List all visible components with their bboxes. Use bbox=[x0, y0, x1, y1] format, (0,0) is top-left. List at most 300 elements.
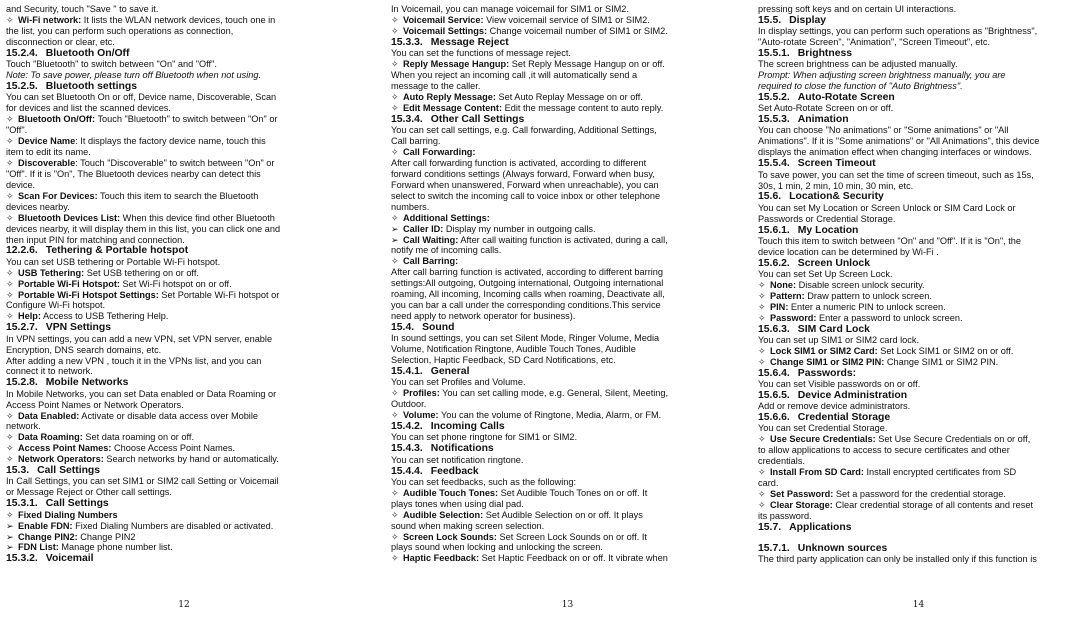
diamond-bullet-icon: ✧ bbox=[391, 25, 399, 36]
body-line bbox=[758, 511, 1079, 522]
body-line bbox=[391, 202, 744, 213]
body-line bbox=[6, 356, 362, 367]
diamond-bullet-icon: ✧ bbox=[6, 311, 14, 322]
item-label: Fixed Dialing Numbers bbox=[18, 509, 118, 520]
body-line bbox=[6, 366, 362, 377]
diamond-bullet-icon: ✧ bbox=[758, 467, 766, 478]
section-title: Location& Security bbox=[789, 191, 884, 203]
line-text: Disable screen unlock security. bbox=[796, 279, 925, 290]
section-heading bbox=[391, 37, 744, 48]
line-text: Enter a numeric PIN to unlock screen. bbox=[788, 301, 946, 312]
line-text: "Auto-rotate Screen", "Animation", "Screen Timeout", etc. bbox=[758, 37, 991, 48]
section-title: Message Reject bbox=[430, 36, 509, 48]
section-number: 15.7.1. bbox=[758, 543, 790, 554]
line-text: Add or remove device administrators. bbox=[758, 401, 911, 412]
item-label: Change PIN2: bbox=[18, 531, 78, 542]
line-text: After call barring function is activated, according to different barring bbox=[391, 267, 664, 278]
body-line bbox=[758, 103, 1079, 114]
line-text: Enter a password to unlock screen. bbox=[816, 312, 963, 323]
diamond-bullet-icon: ✧ bbox=[758, 345, 766, 356]
item-label: Portable Wi-Fi Hotspot Settings: bbox=[18, 289, 159, 300]
item-label: Bluetooth Devices List: bbox=[18, 212, 121, 223]
page-body bbox=[758, 4, 1079, 565]
item-label: Network Operators: bbox=[18, 454, 104, 465]
body-line bbox=[6, 26, 362, 37]
body-line bbox=[391, 432, 744, 443]
body-line bbox=[758, 445, 1079, 456]
item-label: Use Secure Credentials: bbox=[770, 434, 876, 445]
section-heading bbox=[6, 322, 362, 333]
page-number: 12 bbox=[178, 600, 190, 610]
diamond-bullet-icon: ✧ bbox=[391, 256, 399, 267]
section-heading bbox=[758, 48, 1079, 59]
line-text: plays tones when using dial pad. bbox=[391, 498, 524, 509]
section-number: 15.2.8. bbox=[6, 377, 38, 389]
section-title: Call Settings bbox=[37, 465, 101, 477]
body-line bbox=[6, 37, 362, 48]
line-text: You can set up SIM1 or SIM2 card lock. bbox=[758, 334, 920, 345]
line-text: View voicemail service of SIM1 or SIM2. bbox=[483, 14, 650, 25]
line-text: In VPN settings, you can add a new VPN, set VPN server, enable bbox=[6, 333, 273, 344]
note-line bbox=[758, 70, 1079, 81]
section-title: Credential Storage bbox=[797, 412, 891, 424]
manual-page-12 bbox=[0, 0, 368, 624]
body-line bbox=[758, 37, 1079, 48]
diamond-bullet-icon: ✧ bbox=[6, 278, 14, 289]
section-number: 15.6.4. bbox=[758, 367, 790, 379]
line-text: Configure Wi-Fi hotspot. bbox=[6, 300, 106, 311]
section-title: Passwords: bbox=[797, 367, 857, 379]
diamond-bullet-icon: ✧ bbox=[391, 146, 399, 157]
section-number: 15.5.3. bbox=[758, 114, 790, 126]
line-text: When this device find other Bluetooth bbox=[120, 212, 275, 223]
line-text: It lists the WLAN network devices, touch one in bbox=[81, 14, 276, 25]
line-text: To save power, you can set the time of screen timeout, such as 15s, bbox=[758, 169, 1034, 180]
item-label: Portable Wi-Fi Hotspot: bbox=[18, 278, 120, 289]
line-text: Fixed Dialing Numbers are disabled or activated. bbox=[72, 520, 274, 531]
line-text: Set Audible Selection on or off. It plays bbox=[483, 509, 643, 520]
section-number: 15.4. bbox=[391, 322, 415, 334]
item-label: Reply Message Hangup: bbox=[403, 59, 510, 70]
section-heading bbox=[758, 258, 1079, 269]
section-number: 15.6.3. bbox=[758, 323, 790, 335]
bullet-line bbox=[391, 235, 744, 246]
bullet-line bbox=[391, 213, 744, 224]
section-number: 15.5.4. bbox=[758, 158, 790, 170]
bullet-line bbox=[391, 488, 744, 499]
item-label: Pattern: bbox=[770, 290, 805, 301]
line-text: You can set feedbacks, such as the following: bbox=[391, 476, 577, 487]
line-text: After call waiting function is activated, during a call, bbox=[458, 234, 668, 245]
body-line bbox=[6, 169, 362, 180]
line-text: In Mobile Networks, you can set Data enabled or Data Roaming or bbox=[6, 388, 277, 399]
section-heading bbox=[391, 421, 744, 432]
bullet-line bbox=[391, 256, 744, 267]
page-number: 14 bbox=[912, 600, 925, 610]
line-text: network. bbox=[6, 421, 41, 432]
body-line bbox=[6, 400, 362, 411]
line-text: forward conditions settings (Always forward, Forward when busy, bbox=[391, 168, 655, 179]
diamond-bullet-icon: ✧ bbox=[758, 434, 766, 445]
body-line bbox=[6, 300, 362, 311]
body-line bbox=[6, 389, 362, 400]
section-heading bbox=[758, 191, 1079, 202]
body-line bbox=[391, 180, 744, 191]
line-text: Change voicemail number of SIM1 or SIM2. bbox=[487, 25, 668, 36]
line-text: Set Auto-Rotate Screen on or off. bbox=[758, 103, 894, 114]
line-text: select to switch the incoming call to voice inbox or other telephone bbox=[391, 190, 661, 201]
body-line bbox=[758, 170, 1079, 181]
line-text: Search networks by hand or automatically. bbox=[103, 454, 279, 465]
note-text: Note: To save power, please turn off Bluetooth when not using. bbox=[6, 69, 262, 80]
diamond-bullet-icon: ✧ bbox=[6, 135, 14, 146]
bullet-line bbox=[758, 500, 1079, 511]
line-text: Clear credential storage of all contents and reset bbox=[832, 499, 1034, 510]
section-title: General bbox=[430, 366, 470, 378]
item-label: None: bbox=[770, 279, 797, 290]
bullet-line bbox=[391, 15, 744, 26]
section-number: 15.7. bbox=[758, 521, 782, 533]
section-heading bbox=[6, 245, 362, 256]
section-number: 15.3.1. bbox=[6, 498, 38, 510]
item-label: Haptic Feedback: bbox=[403, 553, 480, 564]
bullet-line bbox=[6, 213, 362, 224]
body-line bbox=[6, 103, 362, 114]
body-line bbox=[6, 334, 362, 345]
body-line bbox=[6, 421, 362, 432]
body-line bbox=[758, 269, 1079, 280]
section-title: Call Settings bbox=[45, 498, 109, 510]
line-text: for devices and list the scanned devices. bbox=[6, 103, 171, 114]
diamond-bullet-icon: ✧ bbox=[391, 14, 399, 25]
line-text: Set Portable Wi-Fi hotspot or bbox=[158, 289, 280, 300]
section-title: Unknown sources bbox=[797, 543, 888, 554]
diamond-bullet-icon: ✧ bbox=[391, 388, 399, 399]
diamond-bullet-icon: ✧ bbox=[391, 102, 399, 113]
item-label: Caller ID: bbox=[403, 223, 444, 234]
bullet-line bbox=[6, 114, 362, 125]
section-heading bbox=[6, 498, 362, 509]
item-label: Wi-Fi network: bbox=[18, 14, 82, 25]
body-line bbox=[391, 81, 744, 92]
section-number: 15.2.5. bbox=[6, 80, 38, 92]
diamond-bullet-icon: ✧ bbox=[391, 487, 399, 498]
line-text: 30s, 1 min, 2 min, 10 min, 30 min, etc. bbox=[758, 180, 914, 191]
note-line bbox=[758, 81, 1079, 92]
item-label: Discoverable bbox=[18, 157, 76, 168]
item-label: Clear Storage: bbox=[770, 499, 833, 510]
section-number: 12.2.6. bbox=[6, 245, 38, 257]
line-text: You can set Credential Storage. bbox=[758, 423, 888, 434]
line-text: Choose Access Point Names. bbox=[111, 443, 236, 454]
body-line bbox=[391, 311, 744, 322]
item-label: Data Enabled: bbox=[18, 410, 80, 421]
section-number: 15.3.2. bbox=[6, 553, 38, 565]
section-title: Animation bbox=[797, 114, 849, 126]
bullet-line bbox=[758, 302, 1079, 313]
body-line bbox=[758, 554, 1079, 565]
diamond-bullet-icon: ✧ bbox=[6, 114, 14, 125]
item-label: FDN List: bbox=[18, 542, 59, 553]
bullet-line bbox=[391, 26, 744, 37]
diamond-bullet-icon: ✧ bbox=[391, 410, 399, 421]
section-number: 15.6.6. bbox=[758, 412, 790, 424]
line-text: Touch "Bluetooth" to switch between "On" and "Off". bbox=[6, 59, 217, 70]
item-label: Profiles: bbox=[403, 388, 440, 399]
section-number: 15.6.1. bbox=[758, 224, 790, 236]
section-heading bbox=[391, 322, 744, 333]
section-heading bbox=[391, 466, 744, 477]
page-body bbox=[391, 4, 744, 564]
bullet-line bbox=[758, 467, 1079, 478]
section-title: Incoming Calls bbox=[430, 421, 505, 433]
section-number: 15.6.5. bbox=[758, 389, 790, 401]
body-line bbox=[6, 147, 362, 158]
line-text: Encryption, DNS search domains, etc. bbox=[6, 344, 162, 355]
body-line bbox=[758, 4, 1079, 15]
item-label: Volume: bbox=[403, 410, 439, 421]
line-text: devices nearby, it will display them in this list, you can click one and bbox=[6, 223, 281, 234]
bullet-line bbox=[6, 521, 362, 532]
line-text: or Message Reject or Other call settings. bbox=[6, 487, 172, 498]
manual-page-14 bbox=[752, 0, 1085, 624]
body-line bbox=[6, 235, 362, 246]
line-text: its password. bbox=[758, 510, 812, 521]
arrow-bullet-icon: ➢ bbox=[6, 531, 14, 542]
body-line bbox=[391, 542, 744, 553]
section-title: Other Call Settings bbox=[430, 113, 525, 125]
line-text: disconnection or clear, etc. bbox=[6, 36, 115, 47]
body-line bbox=[758, 181, 1079, 192]
section-number: 15.5.1. bbox=[758, 48, 790, 60]
section-number: 15.2.4. bbox=[6, 47, 38, 59]
note-text: Prompt: When adjusting screen brightness manually, you are bbox=[758, 70, 1006, 81]
section-title: Applications bbox=[789, 521, 852, 533]
diamond-bullet-icon: ✧ bbox=[758, 488, 766, 499]
line-text: You can set USB tethering or Portable Wi-Fi hotspot. bbox=[6, 256, 221, 267]
line-text: roaming, All incoming, Incoming calls when roaming, Deactivate all, bbox=[391, 289, 665, 300]
item-label: Enable FDN: bbox=[18, 520, 73, 531]
line-text: The third party application can only be installed only if this function is bbox=[758, 554, 1037, 565]
bullet-line bbox=[6, 443, 362, 454]
line-text: : Touch "Discoverable" to switch between "On" or bbox=[75, 157, 275, 168]
item-label: Device Name bbox=[18, 135, 76, 146]
section-number: 15.2.7. bbox=[6, 322, 38, 334]
diamond-bullet-icon: ✧ bbox=[6, 432, 14, 443]
item-label: Scan For Devices: bbox=[18, 190, 98, 201]
section-number: 15.4.3. bbox=[391, 443, 423, 455]
bullet-line bbox=[758, 489, 1079, 500]
body-line bbox=[391, 4, 744, 15]
line-text: Outdoor. bbox=[391, 399, 427, 410]
body-line bbox=[391, 377, 744, 388]
line-text: Change SIM1 or SIM2 PIN. bbox=[884, 356, 999, 367]
line-text: Activate or disable data access over Mobile bbox=[79, 410, 259, 421]
line-text: Change PIN2 bbox=[77, 531, 136, 542]
line-text: In Call Settings, you can set SIM1 or SIM2 call Setting or Voicemail bbox=[6, 476, 279, 487]
section-number: 15.5.2. bbox=[758, 92, 790, 104]
diamond-bullet-icon: ✧ bbox=[391, 509, 399, 520]
body-line bbox=[391, 245, 744, 256]
bullet-line bbox=[6, 268, 362, 279]
diamond-bullet-icon: ✧ bbox=[6, 267, 14, 278]
line-text: plays sound when locking and unlocking the screen. bbox=[391, 542, 603, 553]
body-line bbox=[6, 476, 362, 487]
body-line bbox=[391, 48, 744, 59]
page-number: 13 bbox=[561, 600, 574, 610]
note-line bbox=[6, 70, 362, 81]
body-line bbox=[391, 158, 744, 169]
section-heading bbox=[6, 377, 362, 388]
body-line bbox=[391, 344, 744, 355]
line-text: Edit the message content to auto reply. bbox=[502, 102, 664, 113]
diamond-bullet-icon: ✧ bbox=[758, 499, 766, 510]
section-title: My Location bbox=[797, 224, 859, 236]
line-text: Selection, Haptic Feedback, SD Card Notifications, etc. bbox=[391, 355, 616, 366]
line-text: need apply to network operator for business). bbox=[391, 311, 576, 322]
diamond-bullet-icon: ✧ bbox=[6, 289, 14, 300]
body-line bbox=[391, 169, 744, 180]
body-line bbox=[758, 136, 1079, 147]
body-line bbox=[758, 125, 1079, 136]
line-text: After call forwarding function is activated, according to different bbox=[391, 157, 647, 168]
diamond-bullet-icon: ✧ bbox=[6, 212, 14, 223]
section-title: Device Administration bbox=[797, 389, 908, 401]
diamond-bullet-icon: ✧ bbox=[6, 509, 14, 520]
line-text: You can set Set Up Screen Lock. bbox=[758, 268, 893, 279]
line-text: You can set phone ringtone for SIM1 or SIM2. bbox=[391, 432, 578, 443]
line-text: : It displays the factory device name, touch this bbox=[75, 135, 266, 146]
bullet-line bbox=[391, 103, 744, 114]
section-number: 15.4.4. bbox=[391, 465, 423, 477]
body-line bbox=[391, 191, 744, 202]
section-title: Auto-Rotate Screen bbox=[797, 92, 895, 104]
body-line bbox=[758, 335, 1079, 346]
diamond-bullet-icon: ✧ bbox=[6, 157, 14, 168]
section-heading bbox=[6, 48, 362, 59]
line-text: message to the caller. bbox=[391, 80, 481, 91]
line-text: Access Point Names or Network Operators. bbox=[6, 399, 184, 410]
line-text: "Off". bbox=[6, 124, 28, 135]
bullet-line bbox=[391, 147, 744, 158]
bullet-line bbox=[6, 432, 362, 443]
item-label: Call Barring: bbox=[403, 256, 459, 267]
body-line bbox=[758, 401, 1079, 412]
item-label: Change SIM1 or SIM2 PIN: bbox=[770, 356, 885, 367]
line-text: Set a password for the credential storage. bbox=[833, 488, 1006, 499]
item-label: Auto Reply Message: bbox=[403, 91, 496, 102]
body-line bbox=[391, 125, 744, 136]
diamond-bullet-icon: ✧ bbox=[6, 14, 14, 25]
line-text: Set Audible Touch Tones on or off. It bbox=[498, 487, 648, 498]
body-line bbox=[6, 345, 362, 356]
diamond-bullet-icon: ✧ bbox=[391, 91, 399, 102]
bullet-line bbox=[758, 346, 1079, 357]
body-line bbox=[758, 456, 1079, 467]
manual-page-13 bbox=[385, 0, 750, 624]
body-line bbox=[6, 92, 362, 103]
section-heading bbox=[758, 158, 1079, 169]
body-line bbox=[391, 399, 744, 410]
body-line bbox=[758, 423, 1079, 434]
line-text: Install encrypted certificates from SD bbox=[863, 467, 1017, 478]
line-text: You can set call settings, e.g. Call forwarding, Additional Settings, bbox=[391, 124, 657, 135]
section-title: Display bbox=[789, 14, 827, 26]
section-heading bbox=[391, 443, 744, 454]
bullet-line bbox=[391, 510, 744, 521]
item-label: Lock SIM1 or SIM2 Card: bbox=[770, 345, 878, 356]
item-label: Additional Settings: bbox=[403, 212, 490, 223]
section-title: Tethering & Portable hotspot bbox=[45, 245, 189, 257]
section-heading bbox=[758, 15, 1079, 26]
section-heading bbox=[6, 465, 362, 476]
line-text: Draw pattern to unlock screen. bbox=[804, 290, 932, 301]
item-label: Set Password: bbox=[770, 488, 834, 499]
line-text: you can bar a call under the corresponding conditions.This service bbox=[391, 300, 661, 311]
section-heading bbox=[758, 522, 1079, 533]
arrow-bullet-icon: ➢ bbox=[6, 520, 14, 531]
section-title: Mobile Networks bbox=[45, 377, 129, 389]
section-title: Bluetooth On/Off bbox=[45, 47, 130, 59]
line-text: connect it to network. bbox=[6, 366, 93, 377]
blank-line bbox=[758, 533, 1079, 543]
line-text: Set USB tethering on or off. bbox=[84, 267, 199, 278]
body-line bbox=[758, 247, 1079, 258]
line-text: then input PIN for matching and connection. bbox=[6, 234, 185, 245]
section-heading bbox=[6, 553, 362, 564]
body-line bbox=[391, 455, 744, 466]
item-label: PIN: bbox=[770, 301, 789, 312]
line-text: You can the volume of Ringtone, Media, Alarm, or FM. bbox=[438, 410, 662, 421]
line-text: and Security, touch "Save " to save it. bbox=[6, 4, 159, 14]
body-line bbox=[6, 125, 362, 136]
section-number: 15.3. bbox=[6, 465, 30, 477]
line-text: device location can be determined by Wi-Fi . bbox=[758, 246, 939, 257]
bullet-line bbox=[758, 357, 1079, 368]
body-line bbox=[6, 487, 362, 498]
section-title: SIM Card Lock bbox=[797, 323, 870, 335]
line-text: Touch this item to search the Bluetooth bbox=[97, 190, 259, 201]
body-line bbox=[758, 214, 1079, 225]
bullet-line bbox=[391, 388, 744, 399]
line-text: Manage phone number list. bbox=[58, 542, 173, 553]
item-label: Audible Selection: bbox=[403, 509, 484, 520]
line-text: Passwords or Credential Storage. bbox=[758, 213, 896, 224]
line-text: You can set the functions of message reject. bbox=[391, 48, 571, 59]
bullet-line bbox=[6, 510, 362, 521]
line-text: Set Wi-Fi hotspot on or off. bbox=[120, 278, 232, 289]
item-label: Password: bbox=[770, 312, 817, 323]
diamond-bullet-icon: ✧ bbox=[758, 312, 766, 323]
body-line bbox=[758, 147, 1079, 158]
line-text: Set Haptic Feedback on or off. It vibrate when bbox=[479, 553, 668, 564]
arrow-bullet-icon: ➢ bbox=[391, 234, 399, 245]
section-heading bbox=[758, 324, 1079, 335]
body-line bbox=[391, 136, 744, 147]
bullet-line bbox=[391, 532, 744, 543]
section-title: VPN Settings bbox=[45, 322, 112, 334]
bullet-line bbox=[6, 191, 362, 202]
section-title: Brightness bbox=[797, 48, 853, 60]
line-text: You can set notification ringtone. bbox=[391, 454, 524, 465]
item-label: Call Waiting: bbox=[403, 234, 459, 245]
bullet-line bbox=[6, 279, 362, 290]
body-line bbox=[6, 180, 362, 191]
line-text: When you reject an incoming call ,it will automatically send a bbox=[391, 69, 638, 80]
line-text: numbers. bbox=[391, 201, 430, 212]
bullet-line bbox=[6, 411, 362, 422]
section-title: Sound bbox=[422, 322, 455, 334]
